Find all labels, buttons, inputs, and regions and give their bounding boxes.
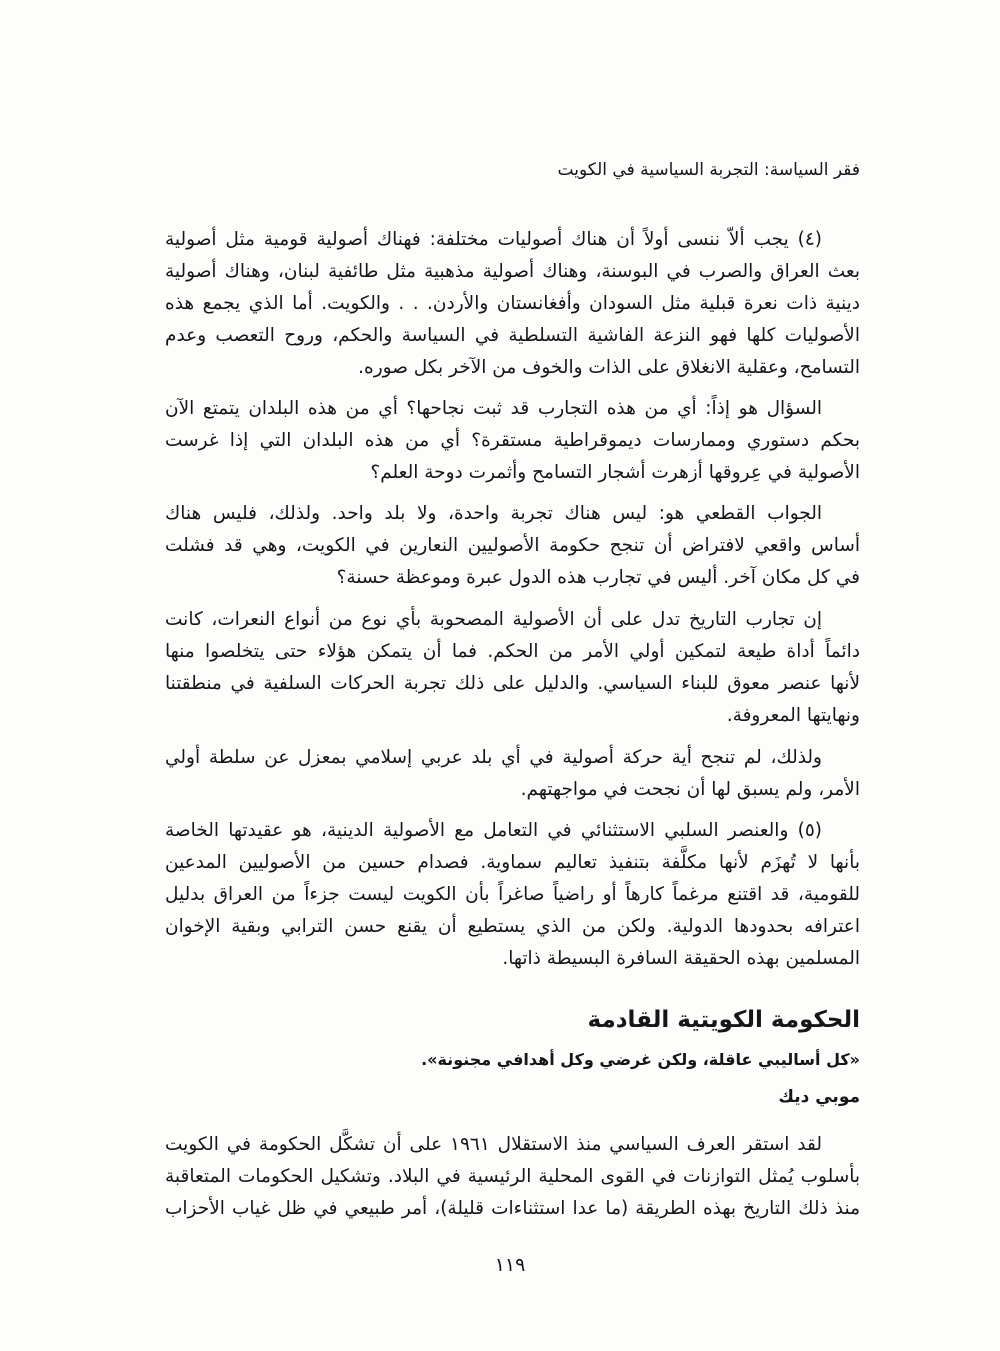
text-line: الأصولية في عِروقها أزهرت أشجار التسامح وأثمرت دوحة العلم؟ <box>370 462 860 483</box>
text-line: ولذلك، لم تنجح أية حركة أصولية في أي بلد عربي إسلامي بمعزل عن سلطة أولي <box>165 747 822 768</box>
text-line: بأسلوب يُمثل التوازنات في القوى المحلية الرئيسية في البلاد. وتشكيل الحكومات المتعاقبة <box>165 1166 860 1187</box>
running-header: فقر السياسة: التجربة السياسية في الكويت <box>557 160 860 180</box>
text-line: لأنها عنصر معوق للبناء السياسي. والدليل على ذلك تجربة الحركات السلفية في منطقتنا <box>165 673 860 694</box>
text-line: اعترافه بحدودها الدولية. ولكن من الذي يستطيع أن يقنع حسن الترابي وبقية الإخوان <box>165 916 860 937</box>
paragraph <box>165 498 860 594</box>
text-line: لقد استقر العرف السياسي منذ الاستقلال ١٩٦١ على أن تشكَّل الحكومة في الكويت <box>165 1134 822 1155</box>
text-line: الجواب القطعي هو: ليس هناك تجربة واحدة، ولا بلد واحد. ولذلك، فليس هناك <box>165 503 822 524</box>
text-line: الأمر، ولم يسبق لها أن نجحت في مواجهتهم. <box>520 779 860 800</box>
page-number: ١١٩ <box>494 1254 526 1276</box>
paragraph <box>165 815 860 975</box>
epigraph-quote: «كل أساليبي عاقلة، ولكن غرضي وكل أهدافي مجنونة». <box>421 1050 860 1069</box>
text-line: (٥) والعنصر السلبي الاستثنائي في التعامل مع الأصولية الدينية، هو عقيدتها الخاصة <box>165 820 822 841</box>
text-line: منذ ذلك التاريخ بهذه الطريقة (ما عدا استثناءات قليلة)، أمر طبيعي في ظل غياب الأحزاب <box>165 1198 860 1219</box>
text-line: للقومية، قد اقتنع مرغماً كارهاً أو راضياً صاغراً بأن الكويت ليست جزءاً من العراق بدليل <box>165 884 860 905</box>
text-line: الأصوليات كلها فهو النزعة الفاشية التسلطية في السياسة والحكم، وروح التعصب وعدم <box>165 325 860 346</box>
text-line: دائماً أداة طيعة لتمكين أولي الأمر من الحكم. فما أن يتمكن هؤلاء حتى يتخلصوا منها <box>165 641 860 662</box>
paragraph <box>165 742 860 806</box>
text-line: بأنها لا تُهزَم لأنها مكلَّفة بتنفيذ تعاليم سماوية. فصدام حسين من الأصوليين المدعين <box>165 852 860 873</box>
text-line: بحكم دستوري وممارسات ديموقراطية مستقرة؟ أي من هذه البلدان التي إذا غرست <box>165 430 860 451</box>
paragraph <box>165 1129 860 1225</box>
text-line: دينية ذات نعرة قبلية مثل السودان وأفغانستان والأردن. . . والكويت. أما الذي يجمع هذه <box>165 293 860 314</box>
text-line: أساس واقعي لافتراض أن تنجح حكومة الأصوليين النعارين في الكويت، وهي قد فشلت <box>165 535 860 556</box>
text-line: ونهايتها المعروفة. <box>726 705 860 726</box>
text-line: في كل مكان آخر. أليس في تجارب هذه الدول عبرة وموعظة حسنة؟ <box>336 567 860 588</box>
text-line: التسامح، وعقلية الانغلاق على الذات والخوف من الآخر بكل صوره. <box>358 357 860 378</box>
text-line: بعث العراق والصرب في البوسنة، وهناك أصولية مذهبية مثل طائفية لبنان، وهناك أصولية <box>165 261 860 282</box>
section-heading: الحكومة الكويتية القادمة <box>587 1007 860 1033</box>
text-line: السؤال هو إذاً: أي من هذه التجارب قد ثبت نجاحها؟ أي من هذه البلدان يتمتع الآن <box>165 398 822 419</box>
paragraph <box>165 224 860 384</box>
text-line: المسلمين بهذه الحقيقة السافرة البسيطة ذاتها. <box>502 948 860 969</box>
paragraph <box>165 393 860 489</box>
text-line: (٤) يجب ألاّ ننسى أولاً أن هناك أصوليات مختلفة: فهناك أصولية قومية مثل أصولية <box>165 229 822 250</box>
paragraph <box>165 604 860 732</box>
epigraph-author: موبي ديك <box>778 1087 860 1107</box>
text-line: إن تجارب التاريخ تدل على أن الأصولية المصحوبة بأي نوع من أنواع النعرات، كانت <box>165 609 822 630</box>
